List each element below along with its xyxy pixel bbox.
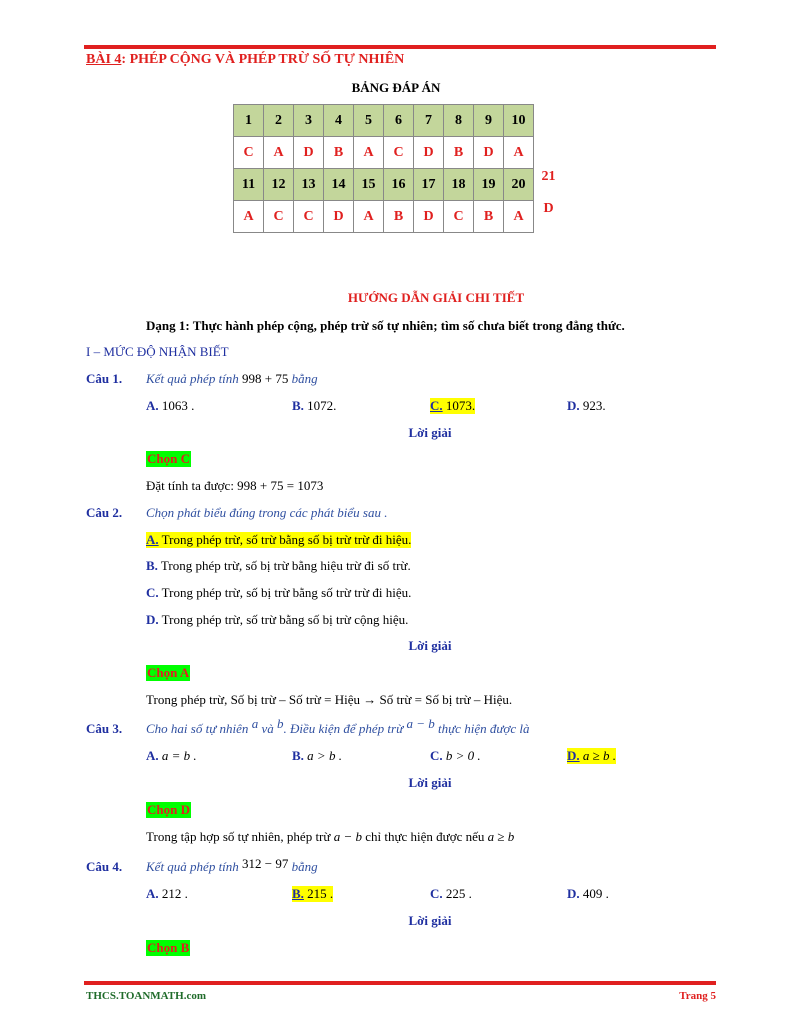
q3-mid2: . Điều kiện để phép trừ [283,721,407,736]
q3-d-label: D. [567,748,580,763]
q4-option-b [292,886,333,902]
header-rule [84,45,716,49]
q3-solution [146,829,514,845]
answer-row-numbers-1 [234,105,564,137]
q1-c-label: C. [430,398,443,413]
q3-b-value: a > b . [303,748,342,763]
q4-d-label: D. [567,886,580,901]
q2-option-d [146,612,408,628]
answer-letter-cell-4: D [324,201,354,233]
q1-d-value: 923. [579,398,606,413]
q1-option-c [430,398,475,414]
q3-option-b [292,748,342,764]
level-heading: I – MỨC ĐỘ NHẬN BIẾT [86,344,229,359]
answer-letter-cell-6: B [384,201,414,233]
q2-d-value: Trong phép trừ, số trừ bằng số bị trừ cộng hiệu. [158,612,409,627]
answer-letter-cell-1: A [234,201,264,233]
question-4-text [146,856,318,875]
q3-a-value: a = b . [158,748,197,763]
q1-b-label: B. [292,398,304,413]
answer-num-cell-7: 17 [414,169,444,201]
answer-letter-cell-9: B [474,201,504,233]
answer-letter-cell-5: A [354,201,384,233]
q3-option-a [146,748,197,764]
question-3-text [146,716,530,737]
answer-num-cell-3: 13 [294,169,324,201]
q1-solution: Đặt tính ta được: 998 + 75 = 1073 [146,478,324,493]
q2-b-value: Trong phép trừ, số bị trừ bằng hiệu trừ đi số trừ. [157,558,411,573]
q2-option-b [146,558,411,574]
answer-letter-cell-10: A [504,201,534,233]
answer-num-cell-6: 16 [384,169,414,201]
q1-option-b [292,398,336,414]
q2-d-label: D. [146,612,159,627]
q4-c-label: C. [430,886,443,901]
q2-c-value: Trong phép trừ, số bị trừ bằng số trừ trừ đi hiệu. [158,585,412,600]
answer-letter-cell-7: D [414,137,444,169]
q3-option-d [567,748,616,764]
guide-heading: HƯỚNG DẪN GIẢI CHI TIẾT [347,290,525,305]
q2-option-a [146,532,411,548]
q3-c-value: b > 0 . [442,748,481,763]
answer-num-cell-7: 7 [414,105,444,137]
answer-table [233,104,563,233]
lesson-title [86,52,404,68]
answer-table-caption: BẢNG ĐÁP ÁN [351,80,441,95]
footer-page-number: Trang 5 [679,990,716,1002]
q1-post: bằng [288,371,318,386]
q2-b-label: B. [146,558,158,573]
q4-chon: Chọn B [147,940,190,955]
footer-site[interactable]: THCS.TOANMATH.com [86,990,206,1002]
q1-d-label: D. [567,398,580,413]
q1-chon: Chọn C [147,451,190,466]
answer-letter-cell-3: C [294,201,324,233]
lesson-title-rest: : PHÉP CỘNG VÀ PHÉP TRỪ SỐ TỰ NHIÊN [121,52,405,67]
answer-num-cell-11: 21 [534,169,564,201]
answer-letter-cell-10: A [504,137,534,169]
question-3-label: Câu 3. [86,721,123,736]
answer-num-cell-1: 11 [234,169,264,201]
question-2-text: Chọn phát biểu đúng trong các phát biểu sau . [146,505,388,520]
q3-sol-expr: a − b [333,829,362,844]
question-1-text [146,371,318,387]
q2-a-label: A. [146,532,159,547]
answer-row-letters-2 [234,201,564,233]
question-2-label: Câu 2. [86,505,123,520]
answer-letter-cell-8: C [444,201,474,233]
lesson-number: BÀI 4 [86,52,122,67]
q1-pre: Kết quả phép tính [146,371,243,386]
q4-post: bằng [288,859,318,874]
answer-num-cell-8: 8 [444,105,474,137]
q2-a-value: Trong phép trừ, số trừ bằng số bị trừ trừ đi hiệu. [158,532,412,547]
q2-chon: Chọn A [147,665,190,680]
q2-option-c [146,585,411,601]
q4-b-label: B. [292,886,304,901]
answer-letter-cell-2: C [264,201,294,233]
answer-num-cell-3: 3 [294,105,324,137]
answer-num-cell-4: 14 [324,169,354,201]
answer-row-letters-1 [234,137,564,169]
q1-b-value: 1072. [303,398,337,413]
q4-loigiai: Lời giải [408,913,452,928]
q4-c-value: 225 . [442,886,472,901]
answer-letter-cell-11: D [534,201,564,233]
answer-num-cell-8: 18 [444,169,474,201]
answer-num-cell-6: 6 [384,105,414,137]
q4-option-a [146,886,188,902]
q3-c-label: C. [430,748,443,763]
q3-var-a: a [251,716,259,731]
q3-mid: và [258,721,277,736]
q4-d-value: 409 . [579,886,609,901]
answer-row-numbers-2 [234,169,564,201]
q1-option-d [567,398,606,414]
answer-letter-cell-6: C [384,137,414,169]
q3-pre: Cho hai số tự nhiên [146,721,252,736]
q4-a-value: 212 . [158,886,188,901]
answer-letter-cell-9: D [474,137,504,169]
answer-letter-cell-4: B [324,137,354,169]
q3-sol-pre: Trong tập hợp số tự nhiên, phép trừ [146,829,334,844]
answer-num-cell-9: 19 [474,169,504,201]
q3-sol-cond: a ≥ b [487,829,515,844]
q3-loigiai: Lời giải [408,775,452,790]
answer-letter-cell-7: D [414,201,444,233]
answer-letter-cell-2: A [264,137,294,169]
q4-b-value: 215 . [303,886,334,901]
q2-c-label: C. [146,585,159,600]
answer-num-cell-2: 12 [264,169,294,201]
q3-sol-mid: chỉ thực hiện được nếu [361,829,488,844]
q3-b-label: B. [292,748,304,763]
question-4-label: Câu 4. [86,859,123,874]
q3-chon: Chọn D [147,802,190,817]
answer-letter-cell-3: D [294,137,324,169]
q1-option-a [146,398,194,414]
q4-option-c [430,886,472,902]
q3-expr: a − b [406,716,435,731]
q2-loigiai: Lời giải [408,638,452,653]
answer-num-cell-5: 15 [354,169,384,201]
answer-letter-cell-5: A [354,137,384,169]
q1-loigiai: Lời giải [408,425,452,440]
answer-num-cell-4: 4 [324,105,354,137]
q1-a-label: A. [146,398,159,413]
q3-d-value: a ≥ b . [579,748,617,763]
q4-math: 312 − 97 [242,856,289,871]
answer-num-cell-2: 2 [264,105,294,137]
answer-num-cell-10: 20 [504,169,534,201]
q4-option-d [567,886,609,902]
q1-c-value: 1073. [442,398,476,413]
q3-option-c [430,748,481,764]
answer-letter-cell-8: B [444,137,474,169]
answer-num-cell-10: 10 [504,105,534,137]
q4-pre: Kết quả phép tính [146,859,243,874]
q3-var-b: b [276,716,284,731]
answer-num-cell-1: 1 [234,105,264,137]
q3-post: thực hiện được là [434,721,530,736]
q2-solution: Trong phép trừ, Số bị trừ – Số trừ = Hiệu → Số trừ = Số bị trừ – Hiệu. [146,692,513,707]
footer-rule [84,981,716,985]
q1-a-value: 1063 . [158,398,195,413]
q1-math: 998 + 75 [242,371,289,386]
answer-num-cell-9: 9 [474,105,504,137]
dang-1-heading: Dạng 1: Thực hành phép cộng, phép trừ số tự nhiên; tìm số chưa biết trong đẳng thức. [146,318,625,333]
answer-letter-cell-1: C [234,137,264,169]
answer-num-cell-5: 5 [354,105,384,137]
question-1-label: Câu 1. [86,371,123,386]
q3-a-label: A. [146,748,159,763]
q4-a-label: A. [146,886,159,901]
